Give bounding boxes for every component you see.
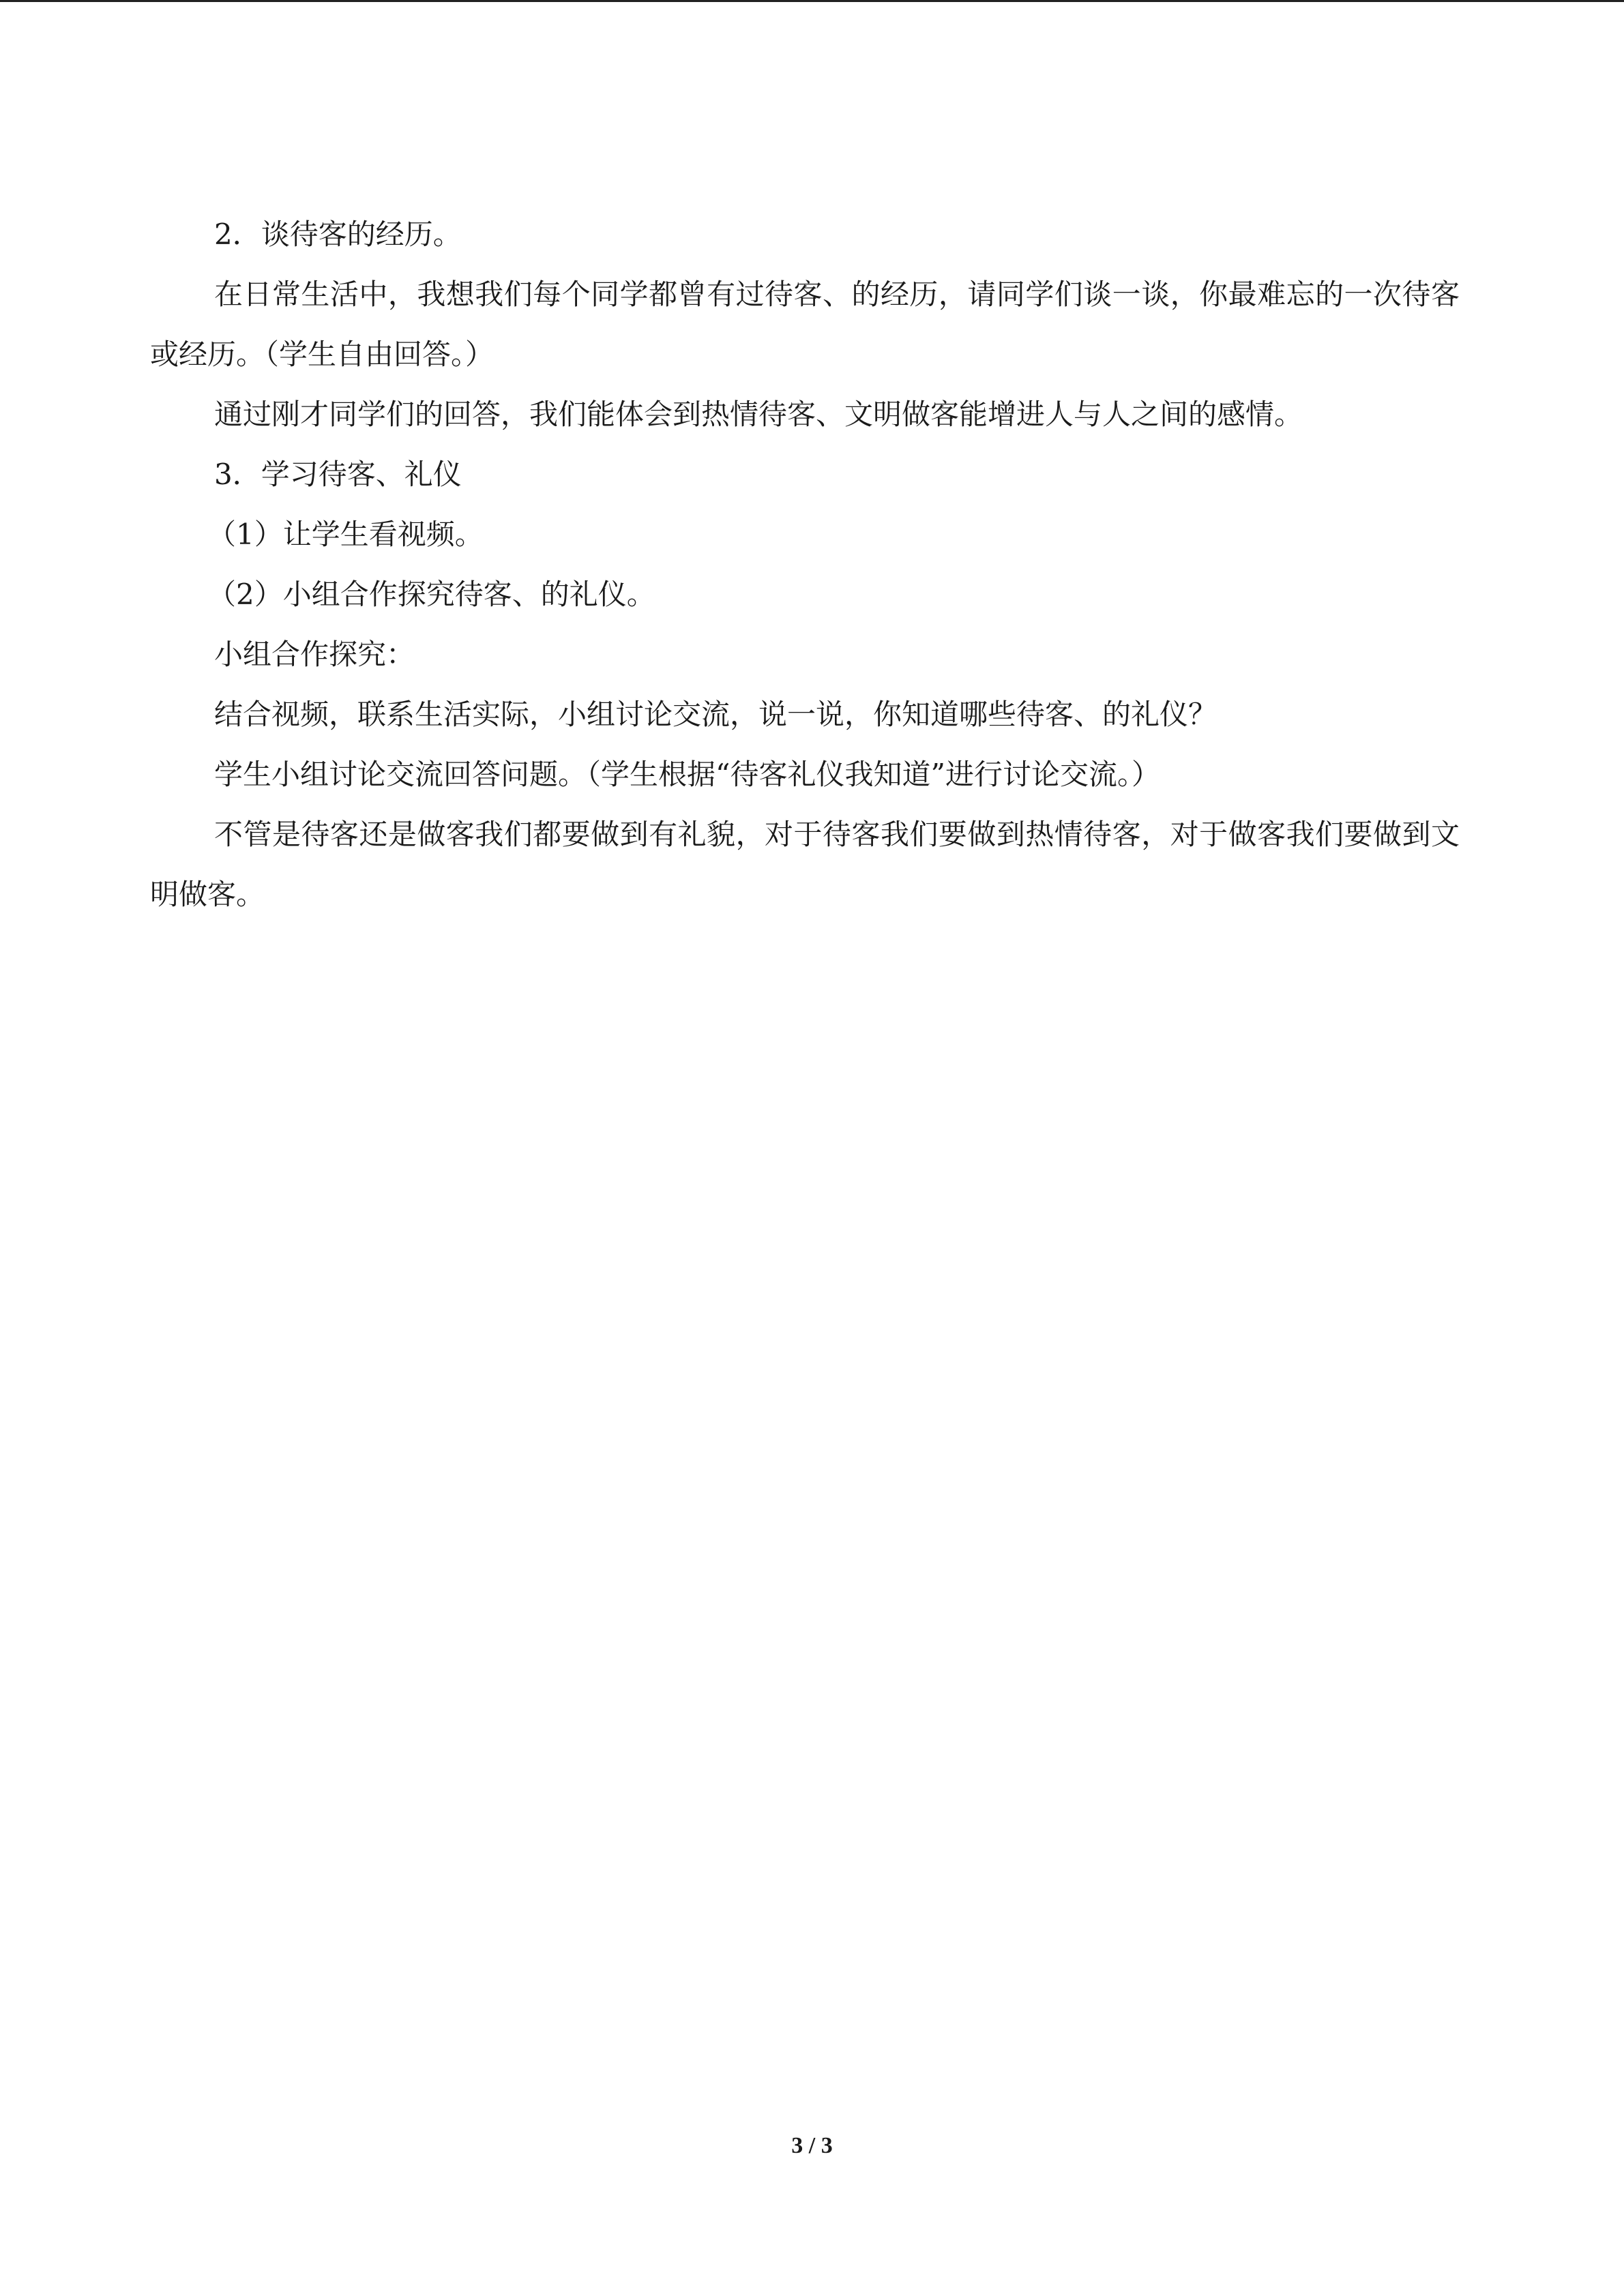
paragraph-inquiry-task: 结合视频，联系生活实际，小组讨论交流，说一说，你知道哪些待客、的礼仪？ — [214, 698, 1217, 731]
list-item-2: （2）小组合作探究待客、的礼仪。 — [207, 578, 655, 611]
paragraph-conclusion: 不管是待客还是做客我们都要做到有礼貌，对于待客我们要做到热情待客，对于做客我们要做到文明做客。 — [150, 818, 1460, 911]
section-heading-3: 3．学习待客、礼仪 — [214, 458, 462, 491]
page-number: 3 / 3 — [791, 2133, 833, 2158]
paragraph-student-activity: 学生小组讨论交流回答问题。（学生根据“待客礼仪我知道”进行讨论交流。） — [214, 758, 1160, 791]
page-top-border — [0, 0, 1624, 2]
paragraph-experience: 在日常生活中，我想我们每个同学都曾有过待客、的经历，请同学们谈一谈，你最难忘的一次待客或经历。（学生自由回答。） — [150, 278, 1460, 371]
paragraph-summary: 通过刚才同学们的回答，我们能体会到热情待客、文明做客能增进人与人之间的感情。 — [214, 398, 1303, 431]
list-item-1: （1）让学生看视频。 — [207, 518, 484, 551]
section-heading-2: 2．谈待客的经历。 — [214, 218, 462, 251]
subheading-group-inquiry: 小组合作探究： — [214, 638, 415, 671]
document-body — [150, 205, 1460, 925]
